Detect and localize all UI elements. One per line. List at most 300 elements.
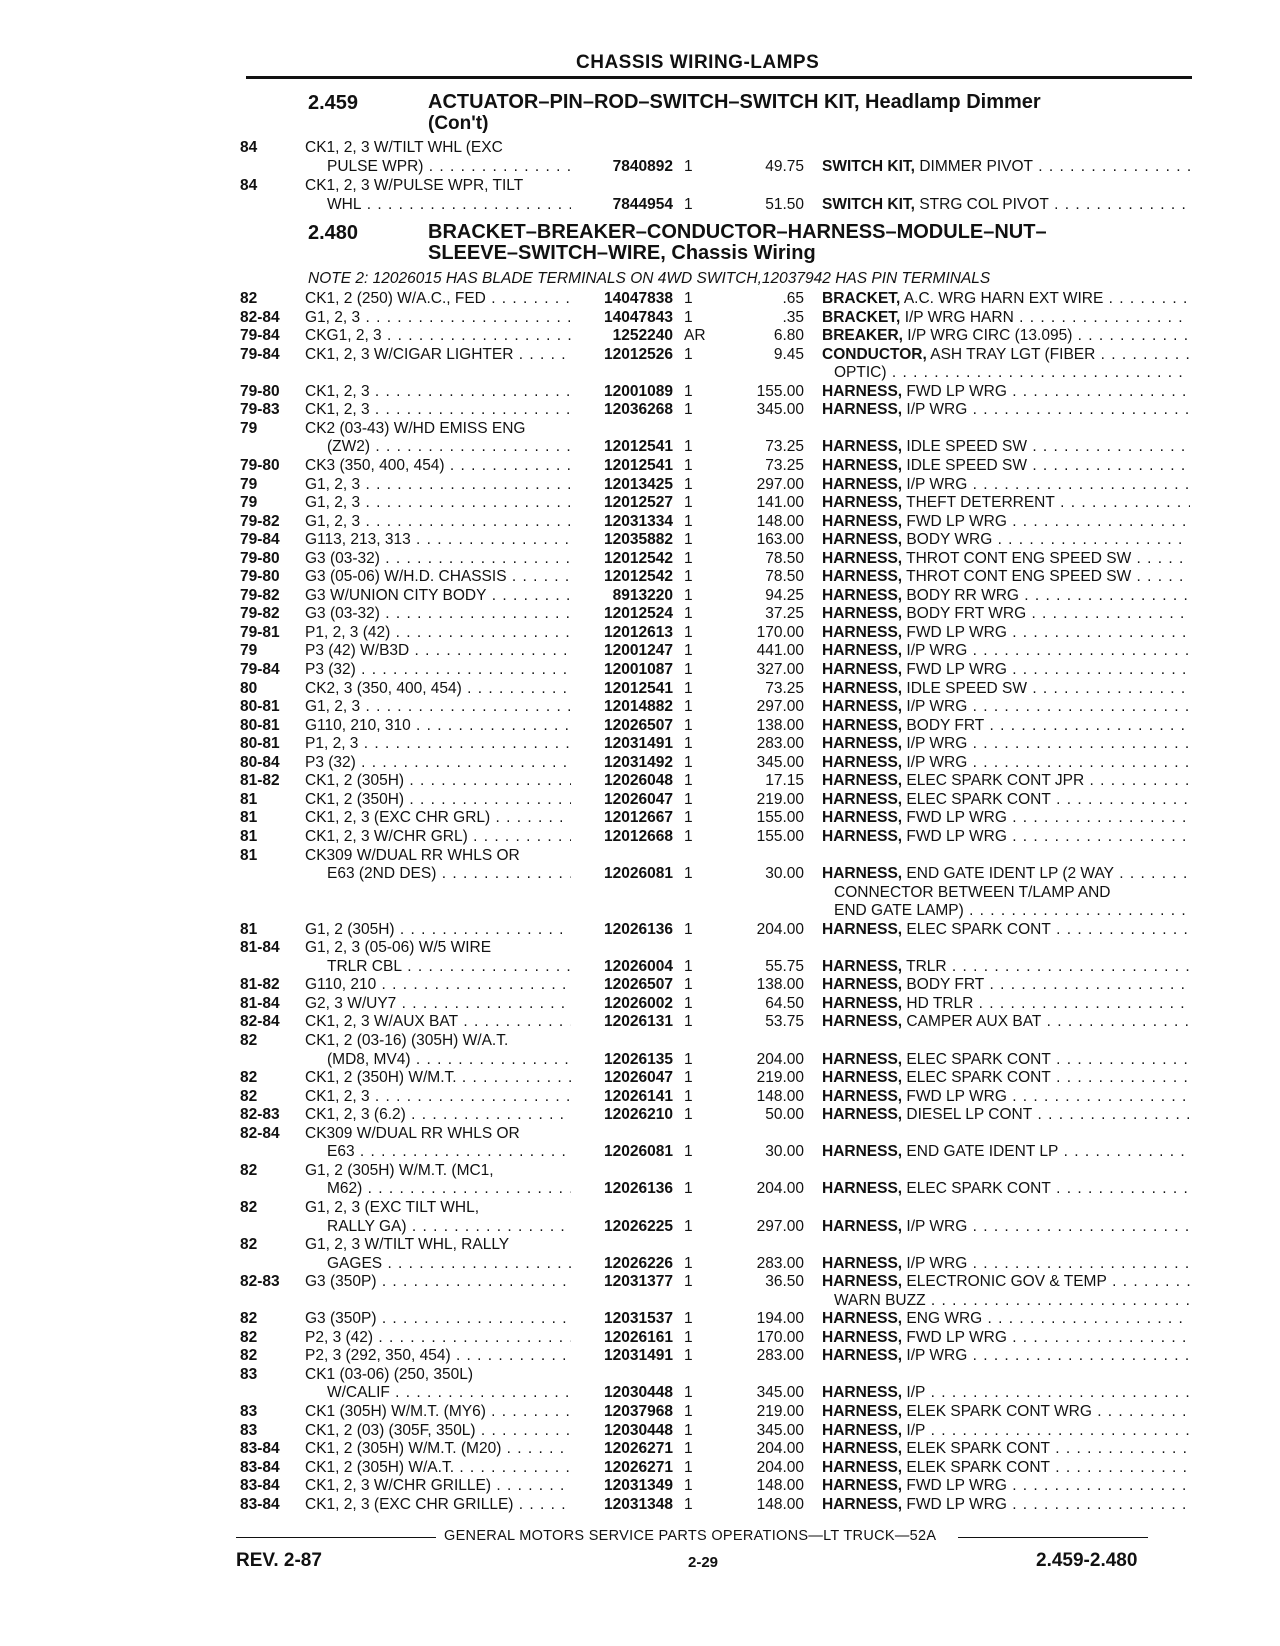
price: 297.00 [756, 1217, 804, 1235]
footer-rule-right [958, 1537, 1148, 1538]
model-years: 79-82 [240, 605, 280, 623]
part-name [822, 1087, 1190, 1106]
part-item: ELEK SPARK CONT [906, 1440, 1050, 1458]
part-category: HARNESS, [822, 512, 903, 530]
part-category: HARNESS, [822, 568, 903, 586]
model-years: 83-84 [240, 1477, 280, 1495]
revision-label: REV. 2-87 [236, 1550, 322, 1571]
part-category: HARNESS, [822, 1069, 903, 1087]
part-category: HARNESS, [822, 772, 903, 790]
application-desc: G3 W/UNION CITY BODY . . . [305, 586, 571, 605]
model-years: 82 [240, 1347, 258, 1365]
list-item [0, 138, 1280, 157]
part-number: 12012613 [604, 623, 673, 641]
part-item: DIESEL LP CONT [906, 1106, 1033, 1124]
model-years: 84 [240, 177, 258, 194]
price: 283.00 [756, 735, 804, 753]
application-desc: G1, 2, 3 (05-06) W/5 WIRE [305, 939, 492, 957]
list-item [0, 1235, 1280, 1254]
application-desc: W/CALIF . . . [305, 1383, 571, 1402]
model-years: 83-84 [240, 1495, 280, 1513]
part-item: FWD LP WRG [906, 382, 1007, 400]
model-years: 82-84 [240, 1013, 280, 1031]
application-desc: G110, 210, 310 . . . [305, 716, 571, 735]
part-item: ELEC SPARK CONT [906, 1069, 1051, 1087]
part-item: I/P WRG CIRC (13.095) [907, 327, 1073, 345]
part-number: 14047843 [604, 308, 673, 326]
part-number: 12026135 [604, 1050, 673, 1068]
part-name [822, 586, 1190, 605]
part-number: 12013425 [604, 475, 673, 493]
application-desc: G1, 2, 3 . . . [305, 493, 571, 512]
list-item [0, 289, 1280, 308]
price: 283.00 [756, 1347, 804, 1365]
part-number: 12012527 [604, 494, 673, 512]
price: 441.00 [756, 642, 804, 660]
part-name [822, 400, 1190, 419]
model-years: 81-82 [240, 772, 280, 790]
quantity: 1 [684, 1069, 693, 1087]
part-name [822, 883, 1190, 902]
application-desc: CK1 (03-06) (250, 350L) [305, 1365, 474, 1383]
part-category: HARNESS, [822, 865, 903, 883]
part-item: ENG WRG [906, 1310, 983, 1328]
quantity: 1 [684, 158, 693, 175]
part-number: 14047838 [604, 290, 673, 307]
price: 283.00 [756, 1254, 804, 1272]
page-number: 2-29 [688, 1554, 719, 1571]
part-item: I/P WRG HARN [904, 308, 1014, 326]
list-item [0, 512, 1280, 531]
part-item: DIMMER PIVOT [919, 158, 1033, 175]
model-years: 83 [240, 1421, 258, 1439]
model-years: 79-82 [240, 512, 280, 530]
part-category: BRACKET, [822, 308, 901, 326]
quantity: 1 [684, 438, 693, 456]
model-years: 79-84 [240, 531, 280, 549]
application-desc: CK1, 2, 3 W/PULSE WPR, TILT [305, 177, 524, 194]
price: 155.00 [756, 827, 804, 845]
part-name [822, 456, 1190, 475]
list-item [0, 1439, 1280, 1458]
model-years: 84 [240, 139, 258, 156]
part-category: HARNESS, [822, 1143, 903, 1161]
section-subtitle: (Con't) [428, 113, 489, 134]
part-category: HARNESS, [822, 382, 903, 400]
list-item [0, 1124, 1280, 1143]
application-desc: CK1, 2 (03) (305F, 350L) . . . [305, 1421, 571, 1440]
quantity: 1 [684, 994, 693, 1012]
quantity: 1 [684, 568, 693, 586]
list-item [0, 753, 1280, 772]
application-desc: CK1, 2 (350H) W/M.T. . . . [305, 1068, 571, 1087]
part-category: HARNESS, [822, 605, 903, 623]
part-name [822, 1142, 1190, 1161]
application-desc: E63 (2ND DES) . . . [305, 864, 571, 883]
part-number: 12031377 [604, 1273, 673, 1291]
list-item [0, 734, 1280, 753]
application-desc: CK1, 2, 3 (6.2) . . . [305, 1105, 571, 1124]
application-desc: G3 (350P) . . . [305, 1309, 571, 1328]
price: .35 [782, 308, 804, 326]
list-item [0, 771, 1280, 790]
model-years: 79-84 [240, 327, 280, 345]
price: 345.00 [756, 1421, 804, 1439]
application-desc: CK2 (03-43) W/HD EMISS ENG [305, 419, 526, 437]
part-item: I/P WRG [906, 698, 968, 716]
quantity: 1 [684, 976, 693, 994]
part-number: 12026081 [604, 1143, 673, 1161]
part-name [822, 308, 1190, 327]
price: 64.50 [765, 994, 804, 1012]
list-item [0, 437, 1280, 456]
list-item [0, 716, 1280, 735]
part-name [822, 1476, 1190, 1495]
quantity: 1 [684, 456, 693, 474]
part-name [822, 345, 1190, 364]
list-item [0, 530, 1280, 549]
part-category: HARNESS, [822, 1477, 903, 1495]
list-item [0, 382, 1280, 401]
price: 155.00 [756, 809, 804, 827]
application-desc: CK1, 2, 3 (EXC CHR GRL) . . . [305, 808, 571, 827]
part-number: 12026004 [604, 957, 673, 975]
price: 148.00 [756, 1087, 804, 1105]
part-item: ELECTRONIC GOV & TEMP [906, 1273, 1107, 1291]
part-category: HARNESS, [822, 1273, 903, 1291]
application-desc: CK1, 2, 3 . . . [305, 1087, 571, 1106]
part-name [822, 716, 1190, 735]
section-range: 2.459-2.480 [1036, 1550, 1138, 1571]
model-years: 81-82 [240, 976, 280, 994]
model-years: 82 [240, 290, 258, 307]
part-item: FWD LP WRG [906, 1477, 1007, 1495]
part-category: HARNESS, [822, 1013, 903, 1031]
section-subtitle: SLEEVE–SWITCH–WIRE, Chassis Wiring [428, 242, 816, 264]
part-number: 7840892 [612, 158, 673, 175]
list-item [0, 679, 1280, 698]
quantity: 1 [684, 1440, 693, 1458]
application-desc: CK1, 2 (350H) . . . [305, 790, 571, 809]
quantity: 1 [684, 772, 693, 790]
part-category: HARNESS, [822, 475, 903, 493]
part-category: HARNESS, [822, 976, 903, 994]
list-item [0, 1068, 1280, 1087]
price: 204.00 [756, 1050, 804, 1068]
part-number: 8913220 [612, 586, 673, 604]
part-number: 12035882 [604, 531, 673, 549]
quantity: AR [684, 327, 706, 345]
list-item [0, 456, 1280, 475]
part-category: SWITCH KIT, [822, 158, 915, 175]
part-category: HARNESS, [822, 661, 903, 678]
list-item [0, 1328, 1280, 1347]
part-item: I/P WRG [906, 642, 968, 660]
price: 51.50 [765, 196, 804, 213]
application-desc: CK1, 2, 3 W/TILT WHL (EXC [305, 139, 503, 156]
part-item: FWD LP WRG [906, 623, 1007, 641]
part-number: 12026131 [604, 1013, 673, 1031]
part-name [822, 975, 1190, 994]
part-number: 12031348 [604, 1495, 673, 1513]
application-desc: CK1, 2, 3 W/AUX BAT . . . [305, 1012, 571, 1031]
model-years: 80-84 [240, 753, 280, 771]
part-item: OPTIC) [834, 364, 887, 382]
part-name [822, 957, 1190, 976]
part-number: 12014882 [604, 698, 673, 716]
application-desc: CK1, 2 (03-16) (305H) W/A.T. [305, 1032, 509, 1049]
part-number: 12026141 [604, 1087, 673, 1105]
application-desc: G1, 2, 3 W/TILT WHL, RALLY [305, 1236, 510, 1254]
price: 204.00 [756, 1440, 804, 1458]
part-name [822, 790, 1190, 809]
application-desc: (ZW2) . . . [305, 437, 571, 456]
application-desc: E63 . . . [305, 1142, 571, 1161]
quantity: 1 [684, 1273, 693, 1291]
part-item: A.C. WRG HARN EXT WIRE [903, 290, 1104, 307]
part-number: 12001089 [604, 382, 673, 400]
part-item: I/P WRG [906, 401, 968, 419]
list-item [0, 1421, 1280, 1440]
part-category: HARNESS, [822, 1440, 903, 1458]
quantity: 1 [684, 865, 693, 883]
application-desc: CK1, 2 (250) W/A.C., FED . . . [305, 289, 571, 308]
part-number: 12012667 [604, 809, 673, 827]
application-desc: CK2, 3 (350, 400, 454) . . . [305, 679, 571, 698]
part-item: WARN BUZZ [834, 1291, 926, 1309]
application-desc: M62) . . . [305, 1179, 571, 1198]
application-desc: CK1, 2 (305H) W/A.T. . . . [305, 1458, 571, 1477]
part-category: HARNESS, [822, 1347, 903, 1365]
application-desc: P1, 2, 3 (42) . . . [305, 623, 571, 642]
list-item [0, 567, 1280, 586]
part-number: 12012541 [604, 456, 673, 474]
list-item [0, 1291, 1280, 1310]
quantity: 1 [684, 586, 693, 604]
application-desc: G1, 2, 3 . . . [305, 308, 571, 327]
part-category: HARNESS, [822, 1403, 903, 1420]
model-years: 79-80 [240, 456, 280, 474]
list-item [0, 1272, 1280, 1291]
part-item: HD TRLR [906, 994, 974, 1012]
quantity: 1 [684, 623, 693, 641]
price: 345.00 [756, 753, 804, 771]
model-years: 79 [240, 419, 258, 437]
part-name [822, 1383, 1190, 1402]
part-item: ELEC SPARK CONT [906, 1050, 1051, 1068]
section-note: NOTE 2: 12026015 HAS BLADE TERMINALS ON 4WD SWITCH,12037942 HAS PIN TERMINALS [308, 270, 991, 287]
part-name [822, 475, 1190, 494]
part-item: BODY FRT [906, 976, 985, 994]
price: 345.00 [756, 1384, 804, 1402]
price: 49.75 [765, 158, 804, 175]
part-category: HARNESS, [822, 1254, 903, 1272]
part-item: IDLE SPEED SW [906, 456, 1028, 474]
part-number: 12030448 [604, 1384, 673, 1402]
part-number: 7844954 [612, 196, 673, 213]
quantity: 1 [684, 957, 693, 975]
part-category: HARNESS, [822, 549, 903, 567]
list-item [0, 1458, 1280, 1477]
model-years: 81 [240, 809, 258, 827]
price: 204.00 [756, 920, 804, 938]
part-item: I/P [906, 1421, 926, 1439]
quantity: 1 [684, 1495, 693, 1513]
model-years: 81 [240, 827, 258, 845]
application-desc: P3 (42) W/B3D . . . [305, 641, 571, 660]
quantity: 1 [684, 679, 693, 697]
section-number: 2.480 [308, 222, 359, 244]
part-item: FWD LP WRG [906, 1495, 1007, 1513]
part-category: HARNESS, [822, 994, 903, 1012]
price: 148.00 [756, 512, 804, 530]
part-item: ASH TRAY LGT (FIBER [930, 345, 1096, 363]
quantity: 1 [684, 790, 693, 808]
part-number: 12012526 [604, 345, 673, 363]
part-category: HARNESS, [822, 1328, 903, 1346]
application-desc: G3 (350P) . . . [305, 1272, 571, 1291]
part-item: FWD LP WRG [906, 1087, 1007, 1105]
part-item: ELEK SPARK CONT WRG [906, 1403, 1092, 1420]
quantity: 1 [684, 1254, 693, 1272]
part-item: I/P WRG [906, 1254, 968, 1272]
part-name [822, 1272, 1190, 1291]
list-item [0, 1346, 1280, 1365]
price: 219.00 [756, 1069, 804, 1087]
price: 219.00 [756, 790, 804, 808]
part-category: HARNESS, [822, 1384, 903, 1402]
part-number: 12031491 [604, 735, 673, 753]
part-number: 1252240 [612, 327, 673, 345]
part-category: HARNESS, [822, 716, 903, 734]
quantity: 1 [684, 1328, 693, 1346]
application-desc: CK1 (305H) W/M.T. (MY6) . . . [305, 1402, 571, 1421]
price: 155.00 [756, 382, 804, 400]
application-desc: CK1, 2, 3 (EXC CHR GRILLE) . . . [305, 1495, 571, 1514]
price: 6.80 [773, 327, 804, 345]
model-years: 81 [240, 846, 258, 864]
price: 345.00 [756, 401, 804, 419]
part-name [822, 808, 1190, 827]
price: 204.00 [756, 1458, 804, 1476]
quantity: 1 [684, 698, 693, 716]
list-item [0, 363, 1280, 382]
application-desc: G113, 213, 313 . . . [305, 530, 571, 549]
part-category: HARNESS, [822, 1458, 903, 1476]
list-item [0, 493, 1280, 512]
part-name [822, 1291, 1190, 1310]
model-years: 82 [240, 1069, 258, 1087]
list-item [0, 641, 1280, 660]
list-item [0, 475, 1280, 494]
part-number: 12001087 [604, 661, 673, 678]
part-item: THROT CONT ENG SPEED SW [906, 568, 1132, 586]
model-years: 79-84 [240, 345, 280, 363]
application-desc: CK1, 2, 3 W/CHR GRILLE) . . . [305, 1476, 571, 1495]
part-category: HARNESS, [822, 401, 903, 419]
part-item: I/P WRG [906, 753, 968, 771]
price: 94.25 [765, 586, 804, 604]
application-desc: G1, 2 (305H) W/M.T. (MC1, [305, 1161, 494, 1179]
list-item [0, 1254, 1280, 1273]
part-category: HARNESS, [822, 1421, 903, 1439]
model-years: 79 [240, 475, 258, 493]
model-years: 83-84 [240, 1440, 280, 1458]
part-name [822, 530, 1190, 549]
application-desc: TRLR CBL . . . [305, 957, 571, 976]
part-number: 12026047 [604, 790, 673, 808]
part-category: CONDUCTOR, [822, 345, 927, 363]
part-number: 12026507 [604, 976, 673, 994]
quantity: 1 [684, 1347, 693, 1365]
header-rule [246, 76, 1192, 79]
list-item [0, 1217, 1280, 1236]
price: 327.00 [756, 661, 804, 678]
part-number: 12026161 [604, 1328, 673, 1346]
model-years: 79-80 [240, 549, 280, 567]
part-item: ELEC SPARK CONT [906, 1180, 1051, 1198]
part-number: 12026048 [604, 772, 673, 790]
list-item [0, 901, 1280, 920]
list-item [0, 1383, 1280, 1402]
part-name [822, 864, 1190, 883]
list-item [0, 883, 1280, 902]
part-item: ELEC SPARK CONT [906, 790, 1051, 808]
list-item [0, 157, 1280, 176]
part-name [822, 326, 1190, 345]
price: 148.00 [756, 1477, 804, 1495]
quantity: 1 [684, 549, 693, 567]
part-item: CONNECTOR BETWEEN T/LAMP AND [834, 883, 1111, 901]
list-item [0, 623, 1280, 642]
list-item [0, 326, 1280, 345]
application-desc: P3 (32) . . . [305, 660, 571, 679]
part-item: I/P WRG [906, 1217, 968, 1235]
part-name [822, 289, 1190, 308]
model-years: 81 [240, 790, 258, 808]
running-head: CHASSIS WIRING-LAMPS [576, 52, 820, 73]
list-item [0, 827, 1280, 846]
model-years: 81 [240, 920, 258, 938]
list-item [0, 195, 1280, 214]
price: .65 [782, 290, 804, 307]
part-number: 12037968 [604, 1403, 673, 1420]
application-desc: CK1, 2, 3 . . . [305, 382, 571, 401]
list-item [0, 549, 1280, 568]
part-number: 12026271 [604, 1458, 673, 1476]
part-item: I/P WRG [906, 475, 968, 493]
part-number: 12026047 [604, 1069, 673, 1087]
part-number: 12030448 [604, 1421, 673, 1439]
quantity: 1 [684, 475, 693, 493]
application-desc: G3 (03-32) . . . [305, 604, 571, 623]
part-number: 12012542 [604, 568, 673, 586]
part-name [822, 753, 1190, 772]
quantity: 1 [684, 1087, 693, 1105]
list-item [0, 975, 1280, 994]
part-name [822, 493, 1190, 512]
application-desc: CK309 W/DUAL RR WHLS OR [305, 1124, 520, 1142]
list-item [0, 938, 1280, 957]
application-desc: CK1, 2, 3 . . . [305, 400, 571, 419]
part-name [822, 1179, 1190, 1198]
part-name [822, 512, 1190, 531]
model-years: 79-80 [240, 568, 280, 586]
part-number: 12031349 [604, 1477, 673, 1495]
price: 30.00 [765, 865, 804, 883]
part-name [822, 604, 1190, 623]
application-desc: G3 (03-32) . . . [305, 549, 571, 568]
